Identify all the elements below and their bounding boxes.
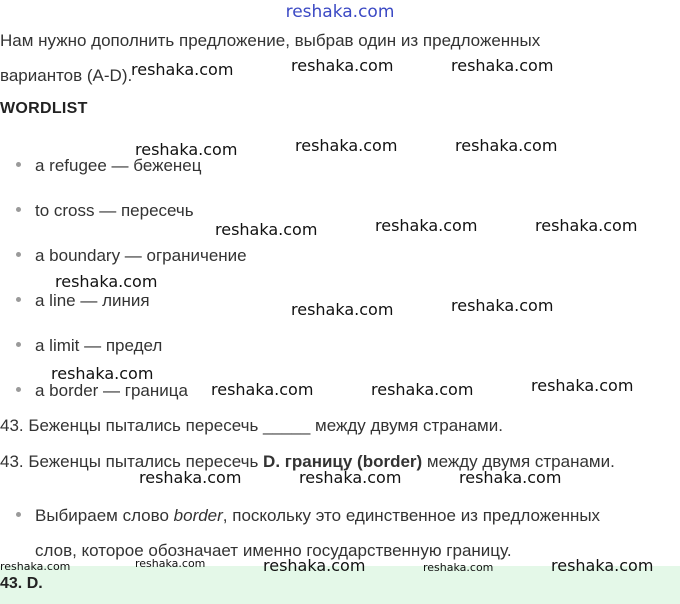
watermark: reshaka.com: [535, 216, 638, 235]
watermark: reshaka.com: [211, 380, 314, 399]
solution-sentence: 43. Беженцы пытались пересечь D. границу (border) между двумя странами.: [0, 452, 615, 471]
watermark: reshaka.com: [135, 557, 206, 570]
watermark: reshaka.com: [299, 468, 402, 487]
watermark: reshaka.com: [451, 296, 554, 315]
answer-text: 43. D.: [0, 575, 43, 592]
intro-line-1: Нам нужно дополнить предложение, выбрав один из предложенных: [0, 31, 541, 50]
intro-line-2: вариантов (A-D).: [0, 66, 133, 85]
watermark: reshaka.com: [215, 220, 318, 239]
list-item: a limit — предел: [16, 336, 162, 356]
watermark: reshaka.com: [51, 364, 154, 383]
task-sentence: 43. Беженцы пытались пересечь _____ между двумя странами.: [0, 416, 503, 435]
watermark: reshaka.com: [455, 136, 558, 155]
explanation-line-2: слов, которое обозначает именно государственную границу.: [35, 541, 512, 560]
watermark: reshaka.com: [371, 380, 474, 399]
bullet-icon: [16, 207, 21, 212]
watermark: reshaka.com: [291, 300, 394, 319]
bullet-icon: [16, 252, 21, 257]
watermark: reshaka.com: [551, 556, 654, 575]
watermark: reshaka.com: [55, 272, 158, 291]
bullet-icon: [16, 162, 21, 167]
watermark: reshaka.com: [295, 136, 398, 155]
watermark: reshaka.com: [291, 56, 394, 75]
watermark: reshaka.com: [531, 376, 634, 395]
list-item: a line — линия: [16, 291, 150, 311]
list-item: to cross — пересечь: [16, 201, 194, 221]
list-item: a boundary — ограничение: [16, 246, 247, 266]
watermark: reshaka.com: [135, 140, 238, 159]
watermark: reshaka.com: [131, 60, 234, 79]
watermark: reshaka.com: [0, 560, 71, 573]
explanation-item: Выбираем слово border, поскольку это единственное из предложенных: [16, 506, 600, 526]
bullet-icon: [16, 342, 21, 347]
site-watermark-top: reshaka.com: [285, 2, 395, 22]
bullet-icon: [16, 297, 21, 302]
bullet-icon: [16, 387, 21, 392]
watermark: reshaka.com: [459, 468, 562, 487]
list-item: a border — граница: [16, 381, 188, 401]
watermark: reshaka.com: [451, 56, 554, 75]
wordlist-heading: WORDLIST: [0, 100, 88, 117]
list-item: a refugee — беженец: [16, 156, 202, 176]
bullet-icon: [16, 512, 21, 517]
answer-highlight: D. границу (border): [263, 452, 423, 471]
watermark: reshaka.com: [423, 561, 494, 574]
watermark: reshaka.com: [263, 556, 366, 575]
watermark: reshaka.com: [139, 468, 242, 487]
watermark: reshaka.com: [375, 216, 478, 235]
